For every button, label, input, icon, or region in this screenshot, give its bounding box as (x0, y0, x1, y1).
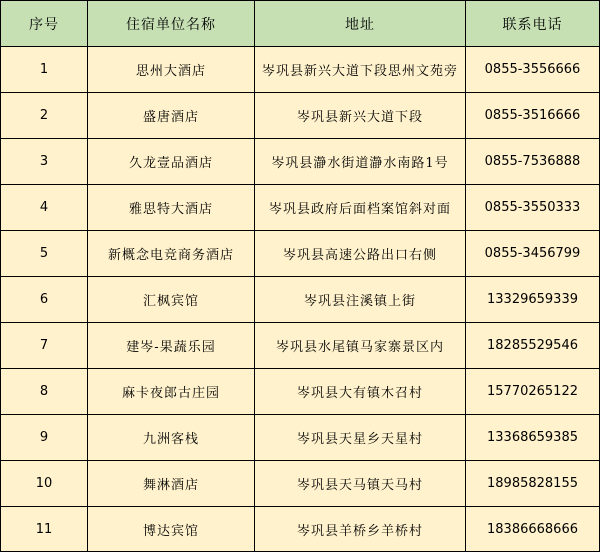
table-row (1, 507, 600, 552)
row-lodging-name: 盛唐酒店 (88, 93, 255, 139)
row-lodging-name: 新概念电竞商务酒店 (88, 231, 255, 277)
row-address: 岑巩县天星乡天星村 (255, 415, 466, 461)
table-row (1, 369, 600, 415)
row-phone: 18386668666 (466, 507, 600, 552)
row-address: 岑巩县注溪镇上街 (255, 277, 466, 323)
row-number: 4 (1, 185, 88, 231)
header-lodging-name: 住宿单位名称 (88, 1, 255, 47)
row-number: 2 (1, 93, 88, 139)
header-serial-number: 序号 (1, 1, 88, 47)
row-phone: 0855-3516666 (466, 93, 600, 139)
row-address: 岑巩县大有镇木召村 (255, 369, 466, 415)
row-address: 岑巩县天马镇天马村 (255, 461, 466, 507)
row-lodging-name: 建岑-果蔬乐园 (88, 323, 255, 369)
row-phone: 13368659385 (466, 415, 600, 461)
row-phone: 18285529546 (466, 323, 600, 369)
table-row (1, 415, 600, 461)
row-lodging-name: 雅思特大酒店 (88, 185, 255, 231)
row-phone: 0855-3556666 (466, 47, 600, 93)
row-lodging-name: 麻卡夜郎古庄园 (88, 369, 255, 415)
table-row (1, 47, 600, 93)
row-address: 岑巩县新兴大道下段 (255, 93, 466, 139)
header-address: 地址 (255, 1, 466, 47)
row-phone: 0855-7536888 (466, 139, 600, 185)
row-number: 9 (1, 415, 88, 461)
row-phone: 13329659339 (466, 277, 600, 323)
row-number: 11 (1, 507, 88, 552)
row-address: 岑巩县水尾镇马家寨景区内 (255, 323, 466, 369)
row-number: 7 (1, 323, 88, 369)
row-lodging-name: 九洲客栈 (88, 415, 255, 461)
row-number: 1 (1, 47, 88, 93)
table-row (1, 461, 600, 507)
table-row (1, 231, 600, 277)
header-phone: 联系电话 (466, 1, 600, 47)
row-number: 3 (1, 139, 88, 185)
row-phone: 0855-3550333 (466, 185, 600, 231)
table-row (1, 277, 600, 323)
row-lodging-name: 久龙壹品酒店 (88, 139, 255, 185)
table-row (1, 323, 600, 369)
row-lodging-name: 思州大酒店 (88, 47, 255, 93)
row-number: 8 (1, 369, 88, 415)
row-number: 6 (1, 277, 88, 323)
row-lodging-name: 舞淋酒店 (88, 461, 255, 507)
table-row (1, 185, 600, 231)
row-lodging-name: 博达宾馆 (88, 507, 255, 552)
row-address: 岑巩县新兴大道下段思州文苑旁 (255, 47, 466, 93)
row-number: 5 (1, 231, 88, 277)
row-number: 10 (1, 461, 88, 507)
row-address: 岑巩县高速公路出口右侧 (255, 231, 466, 277)
row-address: 岑巩县政府后面档案馆斜对面 (255, 185, 466, 231)
table-row (1, 93, 600, 139)
row-phone: 15770265122 (466, 369, 600, 415)
row-address: 岑巩县羊桥乡羊桥村 (255, 507, 466, 552)
row-phone: 18985828155 (466, 461, 600, 507)
table-header-row (1, 1, 600, 47)
table-row (1, 139, 600, 185)
row-lodging-name: 汇枫宾馆 (88, 277, 255, 323)
row-address: 岑巩县瀞水街道瀞水南路1号 (255, 139, 466, 185)
row-phone: 0855-3456799 (466, 231, 600, 277)
